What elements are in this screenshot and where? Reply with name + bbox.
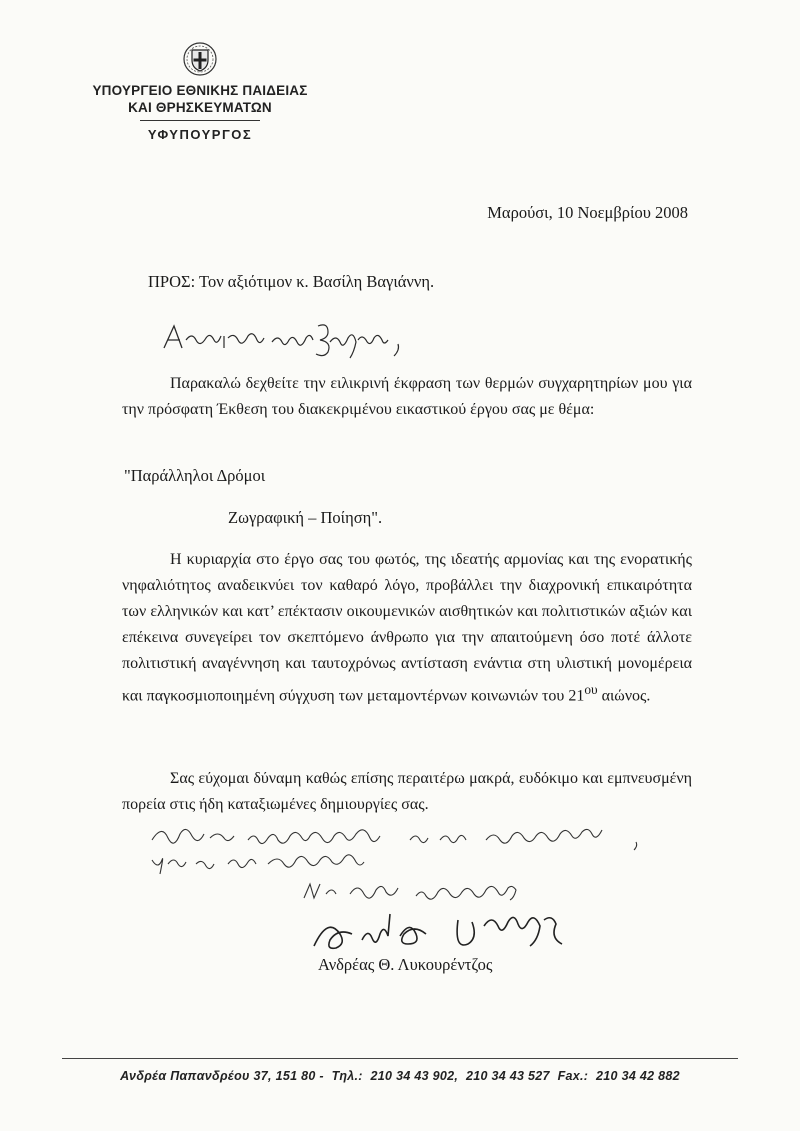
century-superscript: ου xyxy=(584,682,598,697)
footer-tel1: 210 34 43 902, xyxy=(370,1069,459,1083)
recipient-line: ΠΡΟΣ: Τον αξιότιμον κ. Βασίλη Βαγιάννη. xyxy=(148,272,435,291)
footer-divider xyxy=(62,1058,738,1059)
paragraph-appreciation-text: Η κυριαρχία στο έργο σας του φωτός, της ιδεατής αρμονίας και της ενορατικής νηφαλιότητος αναδεικνύει τον καθαρό λόγο, προβάλλει την διαχρονική επικαιρότητα των ελληνικών και κατ’ επέκτασιν οικουμενικών αισθητικών και πολιτιστικών αξιών και επέκεινα συνεγείρει τον σκεπτόμενο άνθρωπο για την απαιτούμενη όσο ποτέ άλλοτε πολιτιστική αναγέννηση και ταυτοχρόνως αντίσταση ενάντια στη υλιστική μονομέρεια και παγκοσμιοποιημένη σύγχυση των μεταμοντέρνων κοινωνιών του 21 xyxy=(122,551,692,705)
handwritten-closing xyxy=(300,876,560,906)
handwritten-signature xyxy=(308,906,588,956)
coat-of-arms-icon xyxy=(183,40,217,78)
ministry-name-line2: ΚΑΙ ΘΡΗΣΚΕΥΜΑΤΩΝ xyxy=(128,100,272,115)
office-title: ΥΦΥΠΟΥΡΓΟΣ xyxy=(147,127,253,142)
ministry-name-line1: ΥΠΟΥΡΓΕΙΟ ΕΘΝΙΚΗΣ ΠΑΙΔΕΙΑΣ xyxy=(92,83,308,98)
paragraph-congratulations: Παρακαλώ δεχθείτε την ειλικρινή έκφραση των θερμών συγχαρητηρίων μου για την πρόσφατη Έκθεση του διακεκριμένου εικαστικού έργου σας με θέμα: xyxy=(122,375,692,418)
exhibition-title-line1: "Παράλληλοι Δρόμοι xyxy=(124,466,266,485)
paragraph-appreciation xyxy=(122,547,692,709)
footer-address: Ανδρέα Παπανδρέου 37, 151 80 - xyxy=(120,1069,324,1083)
handwritten-note-line2 xyxy=(150,848,410,878)
exhibition-title-line2: Ζωγραφική – Ποίηση". xyxy=(228,508,383,527)
footer-tel-label: Τηλ.: xyxy=(331,1069,363,1083)
letterhead-divider xyxy=(140,120,260,121)
letterhead xyxy=(60,40,340,142)
paragraph-wishes: Σας εύχομαι δύναμη καθώς επίσης περαιτέρω μακρά, ευδόκιμο και εμπνευσμένη πορεία στις ήδη καταξιωμένες δημιουργίες σας. xyxy=(122,770,692,813)
footer-fax-label: Fax.: xyxy=(557,1069,589,1083)
paragraph-appreciation-end: αιώνος. xyxy=(597,687,651,705)
footer-contact xyxy=(62,1069,738,1083)
footer-fax: 210 34 42 882 xyxy=(596,1069,680,1083)
handwritten-greeting xyxy=(160,318,410,362)
signer-name: Ανδρέας Θ. Λυκουρέντζος xyxy=(318,955,493,974)
letter-date: Μαρούσι, 10 Νοεμβρίου 2008 xyxy=(487,203,688,222)
footer-tel2: 210 34 43 527 xyxy=(465,1069,550,1083)
